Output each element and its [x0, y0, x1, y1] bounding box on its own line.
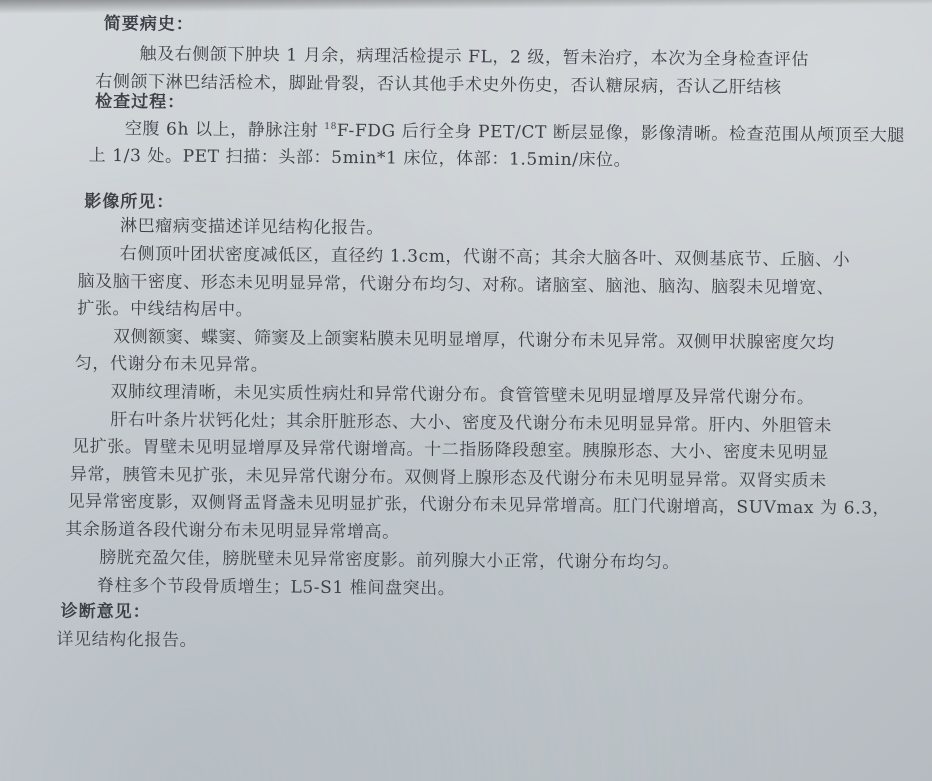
procedure-line-2: 上 1/3 处。PET 扫描：头部：5min*1 床位，体部：1.5min/床位。 [88, 145, 632, 171]
findings-line-3: 脑及脑干密度、形态未见明显异常，代谢分布均匀、对称。诸脑室、脑池、脑沟、脑裂未见增宽、 [77, 271, 835, 299]
procedure-line-1-suffix: F-FDG 后行全身 PET/CT 断层显像，影像清晰。检查范围从颅顶至大腿 [336, 120, 906, 146]
findings-line-2: 右侧顶叶团状密度减低区，直径约 1.3cm，代谢不高；其余大脑各叶、双侧基底节、丘脑、小 [119, 244, 851, 271]
findings-line-1: 淋巴瘤病变描述详见结构化报告。 [119, 216, 385, 239]
findings-line-12: 其余肠道各段代谢分布未见明显异常增高。 [65, 519, 400, 543]
isotope-superscript: 18 [324, 121, 337, 132]
findings-line-14: 脊柱多个节段骨质增生；L5-S1 椎间盘突出。 [96, 575, 456, 599]
findings-line-11: 见异常密度影，双侧肾盂肾盏未见明显扩张，代谢分布未见异常增高。肛门代谢增高，SUVmax 为 6.3， [67, 491, 891, 519]
findings-line-6: 匀，代谢分布未见异常。 [74, 353, 269, 376]
diagnosis-line-1: 详见结构化报告。 [56, 629, 198, 651]
procedure-line-1-prefix: 空腹 6h 以上，静脉注射 [124, 119, 325, 141]
history-heading: 简要病史： [103, 13, 194, 35]
findings-line-9: 见扩张。胃壁未见明显增厚及异常代谢增高。十二指肠降段憩室。胰腺形态、大小、密度未见明显 [72, 436, 829, 464]
findings-line-4: 扩张。中线结构居中。 [77, 298, 254, 321]
history-line-1: 触及右侧颌下肿块 1 月余，病理活检提示 FL，2 级，暂未治疗，本次为全身检查评估 [139, 44, 810, 71]
procedure-line-1 [125, 118, 905, 147]
findings-line-7: 双肺纹理清晰，未见实质性病灶和异常代谢分布。食管管壁未见明显增厚及异常代谢分布。 [110, 381, 815, 409]
findings-heading: 影像所见： [84, 191, 175, 213]
history-line-2: 右侧颌下淋巴结活检术，脚趾骨裂，否认其他手术史外伤史，否认糖尿病，否认乙肝结核 [95, 71, 782, 98]
procedure-heading: 检查过程： [95, 91, 186, 113]
findings-line-5: 双侧额窦、蝶窦、筛窦及上颌窦粘膜未见明显增厚，代谢分布未见异常。双侧甲状腺密度欠均 [112, 326, 835, 354]
diagnosis-heading: 诊断意见： [60, 601, 151, 623]
findings-line-8: 肝右叶条片状钙化灶；其余肝脏形态、大小、密度及代谢分布未见明显异常。肝内、外胆管未 [110, 409, 833, 437]
findings-line-10: 异常，胰管未见扩张，未见异常代谢分布。双侧肾上腺形态及代谢分布未见明显异常。双肾实质未 [69, 464, 827, 492]
findings-line-13: 膀胱充盈欠佳，膀胱壁未见异常密度影。前列腺大小正常，代谢分布均匀。 [99, 547, 681, 573]
